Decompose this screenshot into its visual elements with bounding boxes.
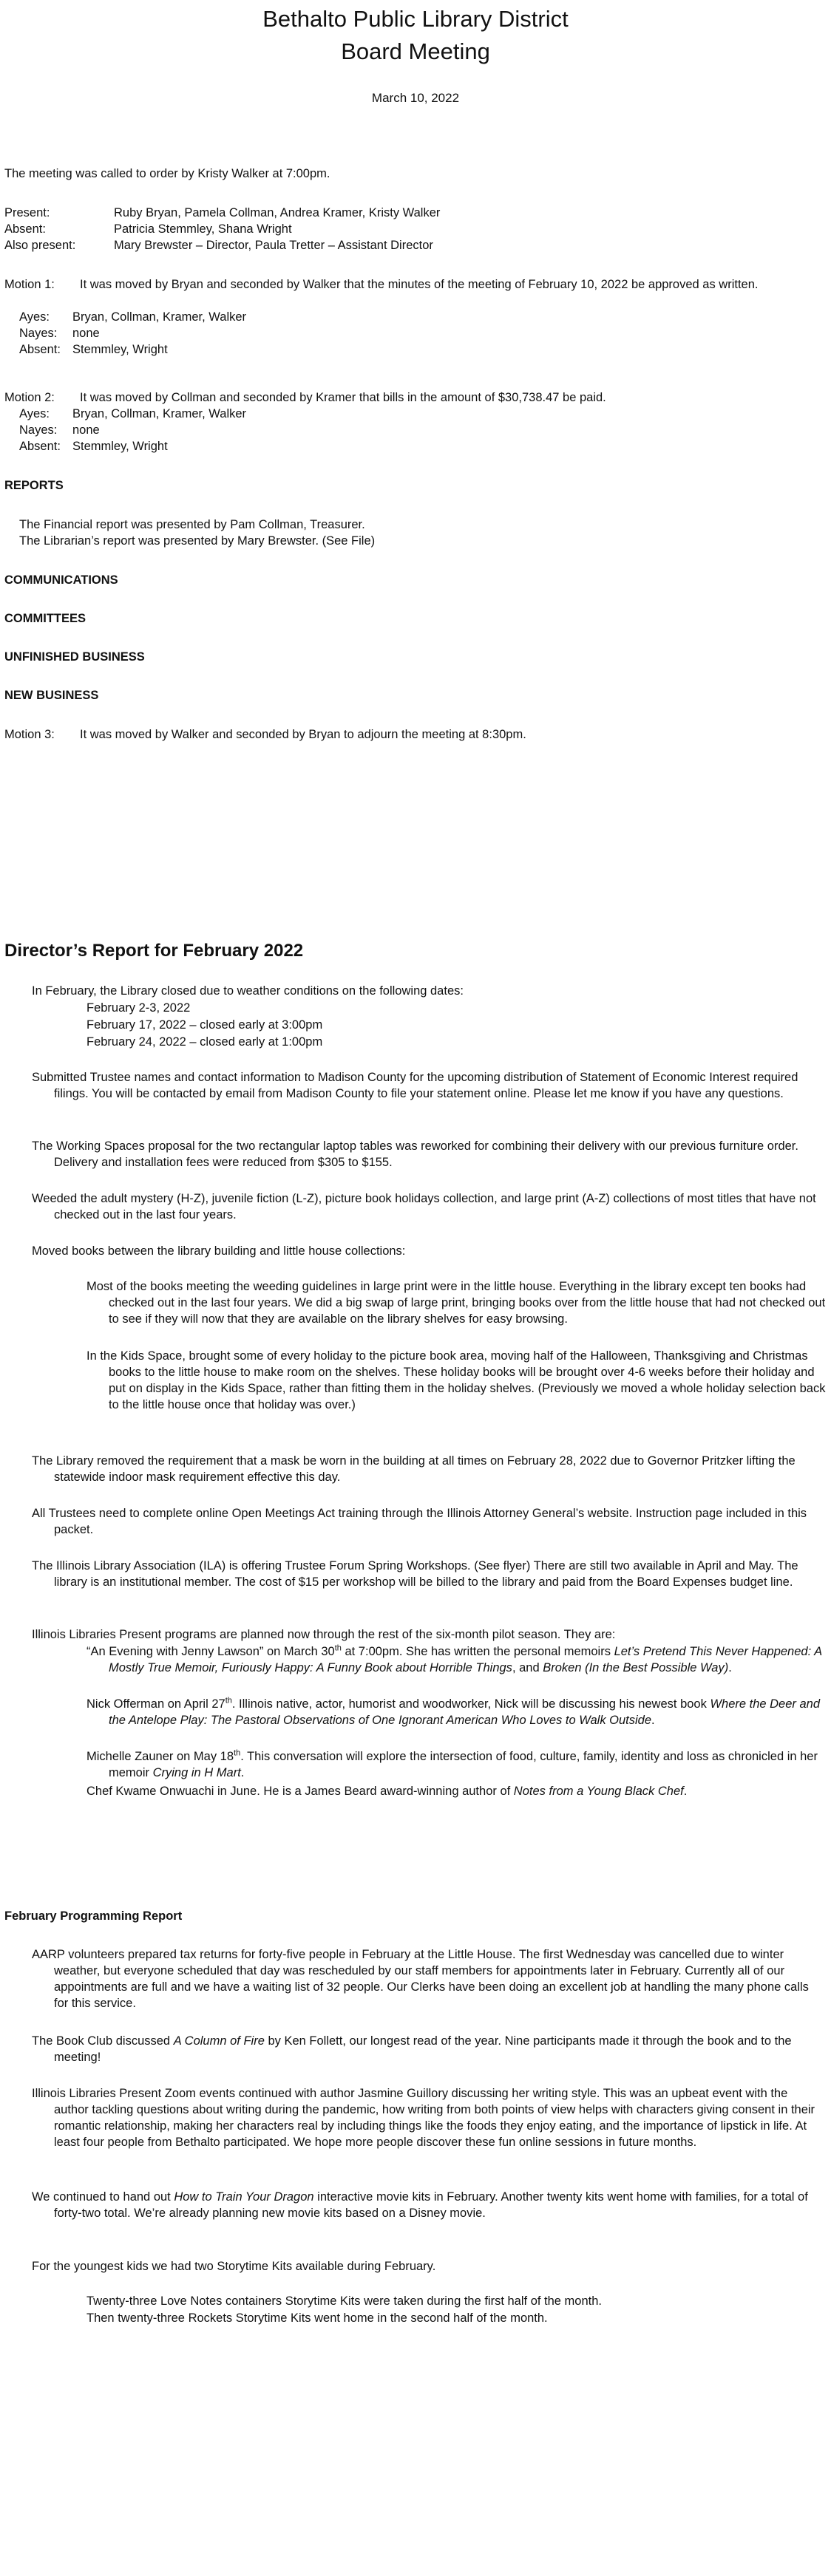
storytime-kit-rockets: Then twenty-three Rockets Storytime Kits went home in the second half of the month.	[87, 2311, 548, 2325]
call-to-order: The meeting was called to order by Kristy Walker at 7:00pm.	[4, 167, 330, 180]
new-business-heading: NEW BUSINESS	[4, 689, 99, 702]
attendance-present-value: Ruby Bryan, Pamela Collman, Andrea Kramer, Kristy Walker	[114, 206, 441, 219]
reports-heading: REPORTS	[4, 479, 64, 492]
motion1-label: Motion 1:	[4, 278, 55, 291]
motion2-ayes: Bryan, Collman, Kramer, Walker	[72, 407, 247, 420]
motion3-text: It was moved by Walker and seconded by Bryan to adjourn the meeting at 8:30pm.	[80, 728, 526, 741]
motion2-absent: Stemmley, Wright	[72, 440, 168, 453]
attendance-also-label: Also present:	[4, 239, 76, 252]
paragraph-storytime: For the youngest kids we had two Storytime Kits available during February.	[32, 2260, 436, 2273]
motion2-nayes: none	[72, 423, 100, 437]
ilp-item-michelle-zauner: Michelle Zauner on May 18th. This conversation will explore the intersection of food, culture, family, identity and loss as chronicled in her memoir Crying in H Mart.	[87, 1748, 818, 1779]
committees-heading: COMMITTEES	[4, 612, 86, 625]
paragraph-zoom-events: Illinois Libraries Present Zoom events continued with author Jasmine Guillory discussing her writing style. This was an upbeat event with the author tackling questions about writing during the pandemic, how writing from both points of view helps with characters giving consent in their romantic relationship, making her characters real by including things like the foods they enjoy eating, and the importance of lipstick in life. At least four people from Bethalto participated. We hope more people discover these fun online sessions in future months.	[32, 2087, 815, 2149]
motion1-absent-label: Absent:	[19, 343, 61, 356]
ilp-item-kwame-onwuachi: Chef Kwame Onwuachi in June. He is a James Beard award-winning author of Notes from a Young Black Chef.	[87, 1785, 688, 1798]
paragraph-moved-kids-space: In the Kids Space, brought some of every holiday to the picture book area, moving half of the Halloween, Thanksgiving and Christmas books to the little house to make room on the shelves. These holiday books will be brought over 4-6 weeks before their holiday and put on display in the Kids Space, rather than fitting them in the holiday shelves. (Previously we moved a whole holiday selection back to the little house once that holiday was over.)	[87, 1349, 826, 1411]
motion2-text: It was moved by Collman and seconded by Kramer that bills in the amount of $30,738.47 be paid.	[80, 391, 606, 404]
director-report-heading: Director’s Report for February 2022	[4, 941, 304, 961]
closed-date-3: February 24, 2022 – closed early at 1:00pm	[87, 1035, 323, 1049]
motion1-nayes: none	[72, 327, 100, 340]
paragraph-working-spaces: The Working Spaces proposal for the two rectangular laptop tables was reworked for combining their delivery with our previous furniture order. Delivery and installation fees were reduced from $305 to $155.	[32, 1139, 798, 1169]
paragraph-movie-kits: We continued to hand out How to Train Your Dragon interactive movie kits in February. Another twenty kits went home with families, for a total of forty-two total. We’re already planning new movie kits based on a Disney movie.	[32, 2190, 808, 2220]
paragraph-ilp: Illinois Libraries Present programs are planned now through the rest of the six-month pilot season. They are:	[32, 1628, 616, 1641]
meeting-date: March 10, 2022	[371, 91, 460, 105]
paragraph-moved-large-print: Most of the books meeting the weeding guidelines in large print were in the little house. Everything in the library except ten books had checked out in the last four years. We did a big swap of large print, bringing books over from the little house that had not checked out to see if they will now that they are available on the library shelves for easy browsing.	[87, 1280, 826, 1326]
report-line-librarian: The Librarian’s report was presented by Mary Brewster. (See File)	[19, 534, 376, 548]
motion1-nayes-label: Nayes:	[19, 327, 58, 340]
attendance-absent-label: Absent:	[4, 222, 46, 236]
communications-heading: COMMUNICATIONS	[4, 573, 118, 587]
closed-intro: In February, the Library closed due to weather conditions on the following dates:	[32, 984, 464, 998]
programming-report-heading: February Programming Report	[4, 1909, 183, 1923]
paragraph-open-meetings: All Trustees need to complete online Open Meetings Act training through the Illinois Attorney General’s website. Instruction page included in this packet.	[32, 1507, 807, 1536]
paragraph-trustee-filings: Submitted Trustee names and contact information to Madison County for the upcoming distribution of Statement of Economic Interest required filings. You will be contacted by email from Madison County to file your statement online. Please let me know if you have any questions.	[32, 1071, 798, 1100]
report-line-financial: The Financial report was presented by Pam Collman, Treasurer.	[19, 518, 365, 531]
motion1-text	[80, 276, 819, 293]
paragraph-mask: The Library removed the requirement that a mask be worn in the building at all times on February 28, 2022 due to Governor Pritzker lifting the statewide indoor mask requirement effective this day.	[32, 1454, 796, 1484]
motion2-label: Motion 2:	[4, 391, 55, 404]
paragraph-book-club: The Book Club discussed A Column of Fire by Ken Follett, our longest read of the year. Nine participants made it through the book and to the meeting!	[32, 2034, 792, 2064]
storytime-kit-love-notes: Twenty-three Love Notes containers Storytime Kits were taken during the first half of the month.	[87, 2294, 603, 2308]
unfinished-business-heading: UNFINISHED BUSINESS	[4, 650, 145, 664]
motion3-label: Motion 3:	[4, 728, 55, 741]
attendance-present-label: Present:	[4, 206, 50, 219]
paragraph-aarp: AARP volunteers prepared tax returns for forty-five people in February at the Little House. The first Wednesday was cancelled due to winter weather, but everyone scheduled that day was rescheduled by our staff members for appointments later in February. Currently all of our appointments are full and we have a waiting list of 32 people. Our Clerks have been doing an excellent job at handling the many phone calls for this service.	[32, 1948, 809, 2010]
motion2-absent-label: Absent:	[19, 440, 61, 453]
motion2-nayes-label: Nayes:	[19, 423, 58, 437]
ilp-item-jenny-lawson: “An Evening with Jenny Lawson” on March 30th at 7:00pm. She has written the personal memoirs Let’s Pretend This Never Happened: A Mostly True Memoir, Furiously Happy: A Funny Book about Horrible Things, and Broken (In the Best Possible Way).	[87, 1643, 822, 1674]
paragraph-moved-books: Moved books between the library building and little house collections:	[32, 1244, 406, 1258]
motion2-ayes-label: Ayes:	[19, 407, 50, 420]
attendance-also-value: Mary Brewster – Director, Paula Tretter – Assistant Director	[114, 239, 433, 252]
attendance-absent-value: Patricia Stemmley, Shana Wright	[114, 222, 292, 236]
document-title-line2: Board Meeting	[341, 38, 490, 64]
motion1-ayes-label: Ayes:	[19, 310, 50, 324]
motion1-absent: Stemmley, Wright	[72, 343, 168, 356]
motion1-sentence: It was moved by Bryan and seconded by Walker that the minutes of the meeting of February 10, 2022 be approved as written.	[80, 278, 759, 291]
paragraph-weeded: Weeded the adult mystery (H-Z), juvenile fiction (L-Z), picture book holidays collection, and large print (A-Z) collections of most titles that have not checked out in the last four years.	[32, 1192, 816, 1221]
closed-date-2: February 17, 2022 – closed early at 3:00pm	[87, 1018, 323, 1032]
document-title-line1: Bethalto Public Library District	[262, 6, 569, 32]
motion1-ayes: Bryan, Collman, Kramer, Walker	[72, 310, 247, 324]
ilp-item-nick-offerman: Nick Offerman on April 27th. Illinois native, actor, humorist and woodworker, Nick will be discussing his newest book Where the Deer and the Antelope Play: The Pastoral Observations of One Ignorant American Who Loves to Walk Outside.	[87, 1696, 821, 1727]
closed-date-1: February 2-3, 2022	[87, 1001, 191, 1015]
paragraph-ila: The Illinois Library Association (ILA) is offering Trustee Forum Spring Workshops. (See flyer) There are still two available in April and May. The library is an institutional member. The cost of $15 per workshop will be billed to the library and paid from the Board Expenses budget line.	[32, 1559, 798, 1589]
